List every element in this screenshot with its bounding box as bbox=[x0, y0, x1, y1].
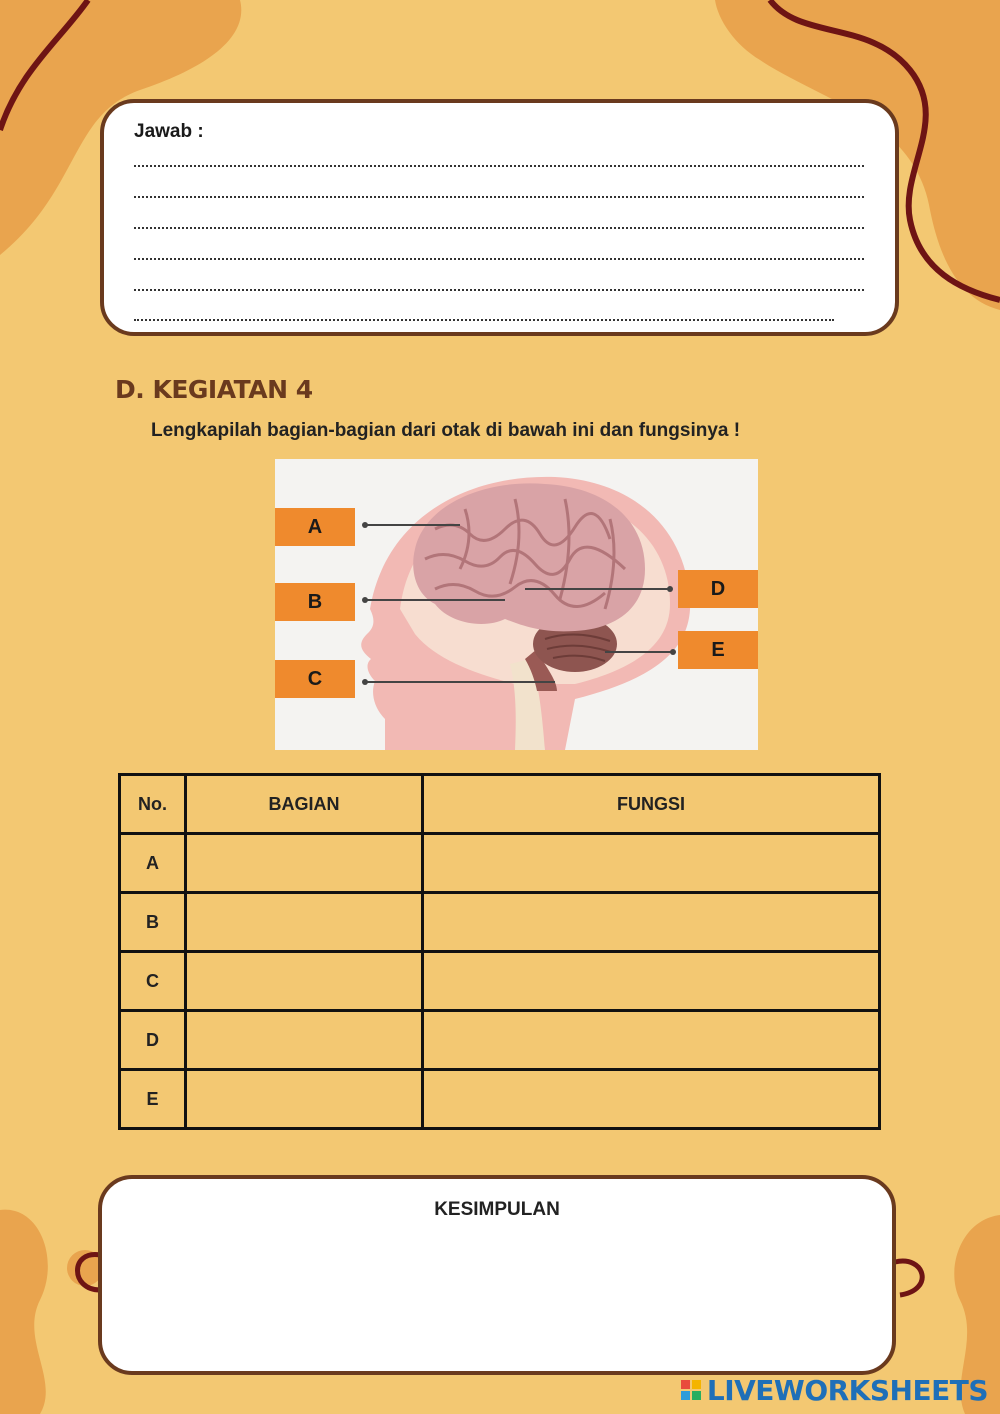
row-label: C bbox=[120, 952, 186, 1011]
part-cell[interactable] bbox=[186, 952, 423, 1011]
answer-line[interactable] bbox=[134, 196, 864, 198]
answer-line[interactable] bbox=[134, 227, 864, 229]
brain-parts-table bbox=[118, 773, 881, 1130]
function-cell[interactable] bbox=[423, 952, 880, 1011]
function-cell[interactable] bbox=[423, 834, 880, 893]
table-row bbox=[120, 1070, 880, 1129]
conclusion-box[interactable] bbox=[98, 1175, 896, 1375]
label-d: D bbox=[678, 570, 758, 608]
header-no: No. bbox=[120, 775, 186, 834]
table-row bbox=[120, 834, 880, 893]
function-cell[interactable] bbox=[423, 893, 880, 952]
table-row bbox=[120, 1011, 880, 1070]
brand-logo bbox=[681, 1372, 988, 1408]
label-e: E bbox=[678, 631, 758, 669]
label-c: C bbox=[275, 660, 355, 698]
answer-box bbox=[100, 99, 899, 336]
row-label: E bbox=[120, 1070, 186, 1129]
label-a: A bbox=[275, 508, 355, 546]
answer-line[interactable] bbox=[134, 289, 864, 291]
row-label: D bbox=[120, 1011, 186, 1070]
function-cell[interactable] bbox=[423, 1011, 880, 1070]
function-cell[interactable] bbox=[423, 1070, 880, 1129]
brand-name: LIVEWORKSHEETS bbox=[706, 1373, 988, 1407]
table-row bbox=[120, 893, 880, 952]
instruction-text: Lengkapilah bagian-bagian dari otak di bawah ini dan fungsinya ! bbox=[151, 420, 741, 441]
header-function: FUNGSI bbox=[423, 775, 880, 834]
part-cell[interactable] bbox=[186, 834, 423, 893]
part-cell[interactable] bbox=[186, 1070, 423, 1129]
row-label: B bbox=[120, 893, 186, 952]
section-title: D. KEGIATAN 4 bbox=[115, 375, 313, 404]
brain-diagram bbox=[275, 459, 758, 750]
brand-icon bbox=[681, 1380, 701, 1400]
answer-line[interactable] bbox=[134, 165, 864, 167]
answer-line[interactable] bbox=[134, 319, 834, 321]
row-label: A bbox=[120, 834, 186, 893]
table-row bbox=[120, 952, 880, 1011]
conclusion-title: KESIMPULAN bbox=[434, 1199, 560, 1220]
table-header-row bbox=[120, 775, 880, 834]
header-part: BAGIAN bbox=[186, 775, 423, 834]
answer-label: Jawab : bbox=[134, 121, 204, 142]
part-cell[interactable] bbox=[186, 893, 423, 952]
label-b: B bbox=[275, 583, 355, 621]
part-cell[interactable] bbox=[186, 1011, 423, 1070]
answer-line[interactable] bbox=[134, 258, 864, 260]
